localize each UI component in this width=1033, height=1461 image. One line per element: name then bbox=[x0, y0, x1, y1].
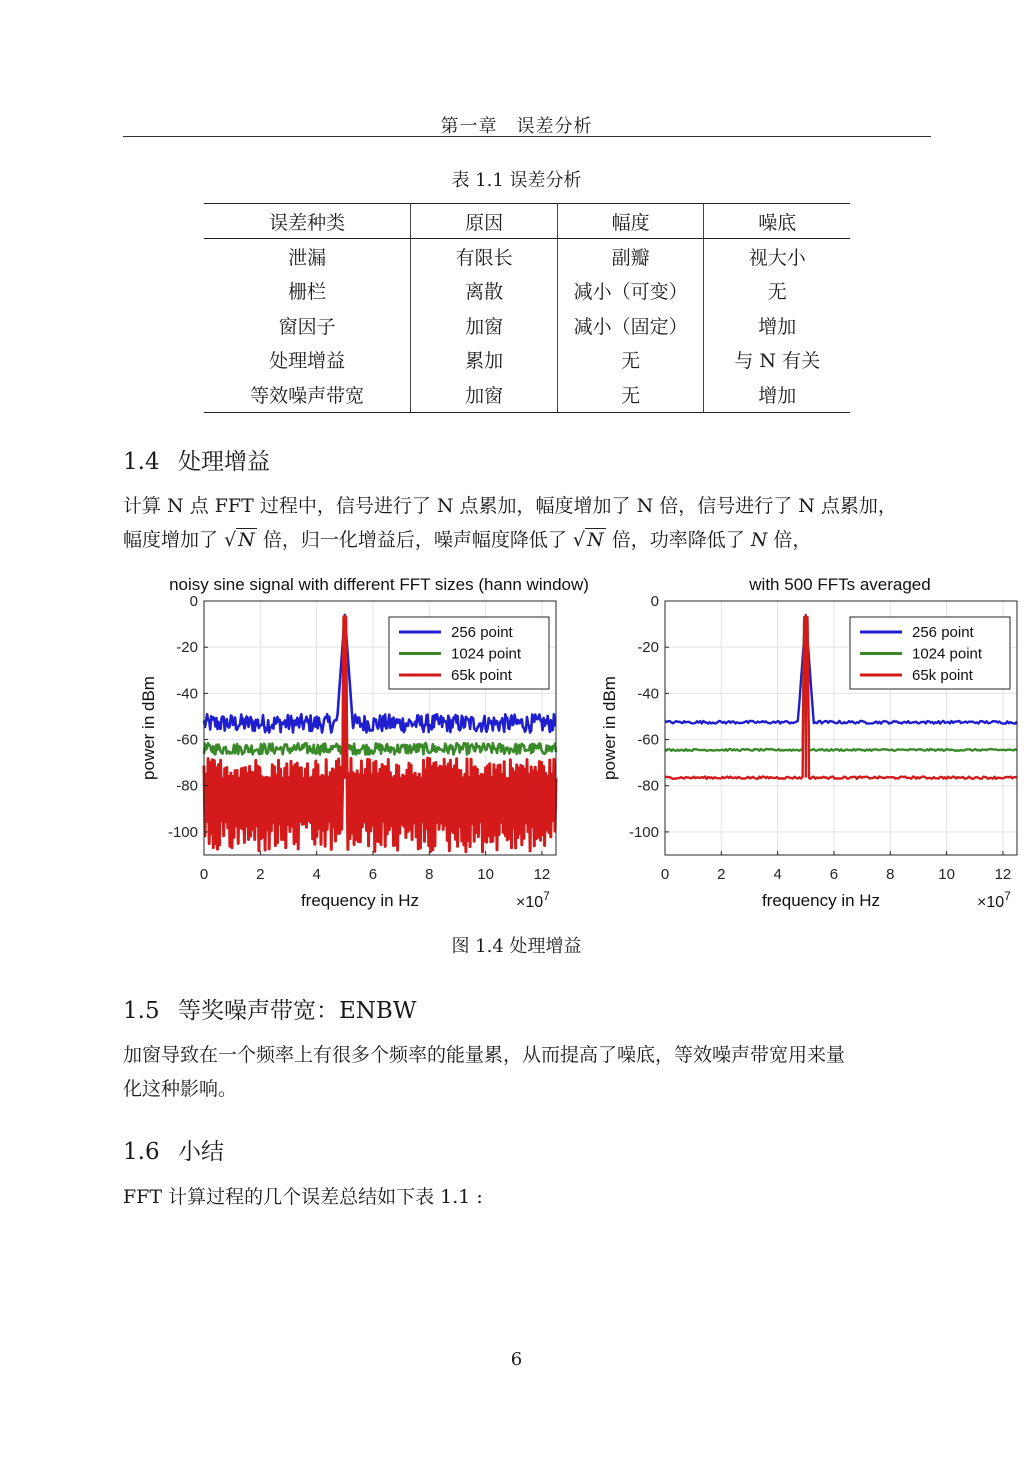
y-tick-label: -20 bbox=[176, 639, 198, 657]
table-header-cell: 幅度 bbox=[557, 204, 704, 239]
text-run: 幅度增加了 bbox=[123, 529, 219, 551]
y-tick-label: -80 bbox=[637, 777, 659, 795]
section-number: 1.4 bbox=[123, 449, 160, 475]
table-cell: 窗因子 bbox=[204, 308, 411, 343]
table-cell: 泄漏 bbox=[204, 239, 411, 274]
paragraph-1-6 bbox=[123, 1180, 935, 1214]
text-run: 倍，功率降低了 bbox=[611, 529, 745, 551]
table-row bbox=[204, 239, 850, 274]
table-cell: 加窗 bbox=[411, 308, 558, 343]
section-title: 等奖噪声带宽：ENBW bbox=[178, 998, 417, 1024]
y-tick-label: 0 bbox=[189, 593, 198, 610]
running-header: 第一章 误差分析 bbox=[440, 116, 593, 137]
table-caption: 表 1.1 误差分析 bbox=[451, 170, 582, 191]
x-tick-label: 8 bbox=[425, 866, 434, 883]
table-row bbox=[204, 343, 850, 378]
y-tick-label: -100 bbox=[167, 823, 198, 841]
chart-title: with 500 FFTs averaged bbox=[749, 575, 931, 594]
legend-label: 1024 point bbox=[912, 645, 983, 663]
paragraph-line bbox=[123, 523, 935, 557]
x-axis-label: frequency in Hz bbox=[761, 891, 881, 910]
x-tick-label: 0 bbox=[660, 866, 670, 883]
sqrt-n-formula bbox=[224, 528, 257, 551]
table-cell: 处理增益 bbox=[204, 343, 411, 378]
x-tick-label: 6 bbox=[829, 866, 839, 883]
x-axis-label: frequency in Hz bbox=[300, 891, 420, 910]
figure-caption: 图 1.4 处理增益 bbox=[451, 936, 582, 957]
sqrt-n-formula bbox=[573, 528, 606, 551]
table-cell: 无 bbox=[557, 343, 704, 378]
header-rule bbox=[123, 136, 931, 137]
y-axis-label: power in dBm bbox=[600, 676, 619, 780]
chart-panel-1 bbox=[139, 575, 589, 911]
error-analysis-table bbox=[204, 203, 850, 413]
sqrt-radicand: N bbox=[238, 529, 255, 551]
section-title: 处理增益 bbox=[178, 449, 270, 475]
x-axis-multiplier: $\times 10^7$ bbox=[977, 889, 1011, 911]
table-cell: 无 bbox=[557, 377, 704, 412]
legend-label: 65k point bbox=[451, 667, 512, 684]
y-axis-label: power in dBm bbox=[139, 676, 158, 780]
x-tick-label: 10 bbox=[477, 866, 494, 883]
section-title: 小结 bbox=[178, 1139, 224, 1165]
x-tick-label: 2 bbox=[256, 866, 265, 883]
legend-label: 256 point bbox=[912, 624, 974, 641]
paragraph-1-5 bbox=[123, 1038, 935, 1106]
legend-label: 65k point bbox=[912, 667, 973, 684]
x-tick-label: 12 bbox=[533, 866, 551, 883]
y-tick-label: -40 bbox=[637, 685, 659, 703]
text-run: 倍，归一化增益后，噪声幅度降低了 bbox=[262, 529, 567, 551]
table-cell: 等效噪声带宽 bbox=[204, 377, 411, 412]
chart-panel-2 bbox=[600, 575, 1017, 911]
y-tick-label: -100 bbox=[628, 823, 659, 841]
figure-fft-processing-gain bbox=[123, 566, 1023, 921]
table-cell: 有限长 bbox=[411, 239, 558, 274]
x-tick-label: 4 bbox=[773, 866, 782, 883]
table-cell: 加窗 bbox=[411, 377, 558, 412]
table-row bbox=[204, 274, 850, 309]
section-heading-1-5 bbox=[123, 992, 416, 1025]
x-axis-multiplier: $\times 10^7$ bbox=[516, 889, 550, 911]
table-cell: 减小（固定） bbox=[557, 308, 704, 343]
paragraph-line: 计算 N 点 FFT 过程中，信号进行了 N 点累加，幅度增加了 N 倍，信号进行了 N 点累加， bbox=[123, 495, 897, 517]
x-tick-label: 6 bbox=[368, 866, 378, 883]
paragraph-1-4 bbox=[123, 489, 935, 557]
table-header-cell: 噪底 bbox=[704, 204, 850, 239]
text-run: 倍， bbox=[773, 529, 812, 551]
section-heading-1-6 bbox=[123, 1133, 224, 1166]
y-tick-label: 0 bbox=[650, 593, 659, 610]
y-tick-label: -40 bbox=[176, 685, 198, 703]
y-tick-label: -60 bbox=[176, 731, 198, 749]
paragraph-line: 化这种影响。 bbox=[123, 1078, 238, 1100]
x-tick-label: 12 bbox=[994, 866, 1012, 883]
variable-n: N bbox=[750, 529, 768, 551]
table-row bbox=[204, 308, 850, 343]
table-cell: 累加 bbox=[411, 343, 558, 378]
paragraph-line: FFT 计算过程的几个误差总结如下表 1.1 : bbox=[123, 1186, 483, 1208]
y-tick-label: -20 bbox=[637, 639, 659, 657]
legend-label: 256 point bbox=[451, 624, 513, 641]
sqrt-symbol: √ bbox=[224, 529, 237, 551]
x-tick-label: 2 bbox=[717, 866, 726, 883]
section-number: 1.5 bbox=[123, 998, 160, 1024]
sqrt-radicand: N bbox=[587, 529, 604, 551]
sqrt-symbol: √ bbox=[572, 529, 586, 551]
table-cell: 增加 bbox=[704, 377, 850, 412]
table-cell: 栅栏 bbox=[204, 274, 411, 309]
legend-label: 1024 point bbox=[451, 645, 522, 663]
x-tick-label: 8 bbox=[886, 866, 895, 883]
table-cell: 离散 bbox=[411, 274, 558, 309]
x-tick-label: 4 bbox=[312, 866, 321, 883]
table-cell: 视大小 bbox=[748, 246, 806, 269]
table-cell: 增加 bbox=[758, 315, 797, 338]
y-tick-label: -80 bbox=[176, 777, 198, 795]
section-heading-1-4 bbox=[123, 443, 270, 476]
table-header-cell: 误差种类 bbox=[204, 204, 411, 239]
table-header-row bbox=[204, 204, 850, 239]
table-cell: 与 N 有关 bbox=[734, 350, 821, 373]
paragraph-line: 加窗导致在一个频率上有很多个频率的能量累，从而提高了噪底，等效噪声带宽用来量 bbox=[123, 1044, 846, 1066]
table-cell: 副瓣 bbox=[557, 239, 704, 274]
x-tick-label: 10 bbox=[938, 866, 955, 883]
chart-title: noisy sine signal with different FFT sizes (hann window) bbox=[169, 575, 589, 594]
x-tick-label: 0 bbox=[199, 866, 209, 883]
page-number: 6 bbox=[510, 1349, 523, 1370]
table-row bbox=[204, 377, 850, 412]
table-header-cell: 原因 bbox=[411, 204, 558, 239]
table-cell: 无 bbox=[767, 281, 787, 304]
table-cell: 减小（可变） bbox=[557, 274, 704, 309]
section-number: 1.6 bbox=[123, 1139, 160, 1165]
y-tick-label: -60 bbox=[637, 731, 659, 749]
